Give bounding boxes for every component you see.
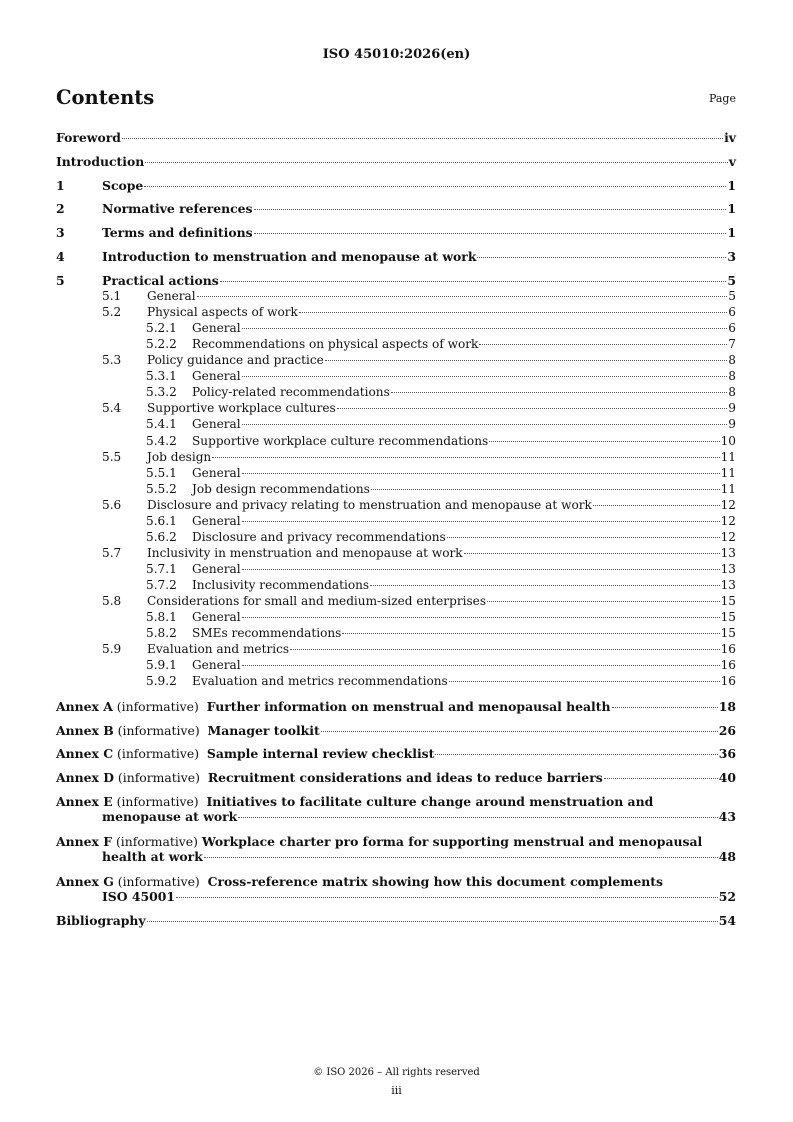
toc-title: Disclosure and privacy relating to menstruation and menopause at work	[147, 497, 592, 512]
toc-page: 11	[720, 449, 736, 464]
toc-page: 11	[720, 481, 736, 496]
toc-page: 1	[727, 201, 736, 216]
toc-title: General	[192, 561, 241, 576]
toc-annex-g[interactable]	[56, 874, 736, 904]
toc-subentry[interactable]	[56, 642, 736, 657]
toc-title: General	[192, 417, 241, 432]
toc-subentry[interactable]	[56, 594, 736, 609]
toc-entry-practical-actions[interactable]	[56, 273, 736, 288]
dot-leader	[212, 457, 719, 458]
toc-subentry[interactable]	[56, 450, 736, 465]
dot-leader	[325, 360, 728, 361]
toc-number: 5	[56, 273, 65, 288]
toc-number: 5.8	[102, 594, 122, 608]
document-id-header: ISO 45010:2026(en)	[322, 47, 471, 62]
dot-leader	[479, 344, 727, 345]
copyright-notice: © ISO 2026 – All rights reserved	[313, 1067, 480, 1078]
toc-title: Evaluation and metrics	[147, 642, 290, 657]
dot-leader	[242, 569, 720, 570]
toc-page: 54	[718, 913, 736, 928]
toc-subentry[interactable]	[56, 482, 736, 497]
toc-page: 16	[720, 674, 736, 689]
toc-title: General	[147, 289, 196, 303]
dot-leader	[290, 649, 720, 650]
toc-title: Policy guidance and practice	[147, 353, 324, 368]
annex-label: Annex D	[56, 770, 114, 785]
dot-leader	[242, 376, 728, 377]
toc-number: 5.2.1	[146, 321, 177, 336]
toc-subentry[interactable]	[56, 546, 736, 561]
toc-annex-a[interactable]	[56, 699, 736, 714]
toc-annex-e[interactable]	[56, 794, 736, 824]
toc-number: 5.7	[102, 545, 122, 560]
toc-page: 43	[718, 809, 736, 824]
annex-title-line2: ISO 45001	[102, 889, 175, 904]
toc-title: Disclosure and privacy recommendations	[192, 529, 446, 544]
dot-leader	[464, 553, 720, 554]
dot-leader	[238, 817, 717, 818]
toc-page: 16	[720, 658, 736, 673]
toc-title: Physical aspects of work	[147, 305, 298, 320]
toc-number: 5.5.2	[146, 481, 177, 496]
toc-page: 16	[720, 642, 736, 657]
dot-leader	[220, 281, 727, 282]
toc-title: Inclusivity in menstruation and menopause at work	[147, 545, 463, 560]
toc-title: Job design	[147, 449, 212, 464]
toc-page: 15	[720, 594, 736, 608]
toc-number: 5.4.1	[146, 417, 177, 432]
toc-subentry[interactable]	[56, 353, 736, 368]
toc-title: General	[192, 658, 241, 673]
toc-subentry[interactable]	[56, 498, 736, 513]
toc-number: 5.9.2	[146, 674, 177, 689]
toc-subentry[interactable]	[56, 626, 736, 641]
toc-number: 5.5	[102, 449, 122, 464]
dot-leader	[321, 731, 718, 732]
toc-number: 5.6	[102, 497, 122, 512]
annex-title: Further information on menstrual and menopausal health	[206, 699, 611, 714]
toc-page: 8	[728, 385, 736, 400]
toc-entry-introduction[interactable]	[56, 154, 736, 169]
toc-page: 18	[718, 699, 736, 714]
dot-leader	[604, 778, 718, 779]
toc-page: 9	[728, 417, 736, 432]
toc-subentry[interactable]	[56, 530, 736, 545]
annex-title: Manager toolkit	[207, 723, 320, 738]
toc-entry-introduction-to-menstruation[interactable]	[56, 249, 736, 264]
toc-number: 1	[56, 178, 65, 193]
toc-page: 12	[720, 529, 736, 544]
toc-subentry[interactable]	[56, 434, 736, 449]
toc-page: 11	[720, 465, 736, 480]
toc-number: 5.4.2	[146, 433, 177, 448]
dot-leader	[337, 408, 728, 409]
toc-page: 13	[720, 577, 736, 592]
toc-number: 5.4	[102, 401, 122, 416]
dot-leader	[204, 857, 718, 858]
toc-page: 8	[728, 353, 736, 368]
contents-heading: Contents	[56, 86, 155, 109]
dot-leader	[145, 162, 728, 163]
dot-leader	[299, 312, 727, 313]
toc-page: 7	[728, 337, 736, 352]
dot-leader	[254, 233, 727, 234]
toc-title: General	[192, 369, 241, 384]
toc-subentry[interactable]	[56, 305, 736, 320]
toc-title: SMEs recommendations	[192, 626, 342, 640]
toc-number: 4	[56, 249, 65, 264]
toc-title: General	[192, 610, 241, 624]
annex-label: Annex C	[56, 746, 114, 761]
dot-leader	[144, 186, 726, 187]
dot-leader	[242, 665, 720, 666]
toc-subentry[interactable]	[56, 562, 736, 577]
toc-subentry[interactable]	[56, 514, 736, 529]
toc-subentry[interactable]	[56, 658, 736, 673]
toc-title: Inclusivity recommendations	[192, 577, 370, 592]
toc-title: Introduction	[56, 154, 145, 169]
dot-leader	[122, 138, 723, 139]
annex-title-line1: Cross-reference matrix showing how this document complements	[207, 874, 663, 889]
toc-number: 5.6.1	[146, 513, 177, 528]
toc-page: 13	[720, 545, 736, 560]
toc-number: 5.6.2	[146, 529, 177, 544]
toc-title: Bibliography	[56, 913, 146, 928]
toc-number: 5.8.2	[146, 626, 177, 640]
toc-page: 6	[728, 321, 736, 336]
annex-kind: (informative)	[116, 794, 199, 809]
page-number: iii	[391, 1084, 402, 1097]
annex-label: Annex E	[56, 794, 113, 809]
toc-page: 12	[720, 497, 736, 512]
toc-annex-d[interactable]	[56, 770, 736, 785]
toc-page: 1	[727, 225, 736, 240]
dot-leader	[449, 681, 720, 682]
toc-subentry[interactable]	[56, 578, 736, 593]
toc-page: 8	[728, 369, 736, 384]
dot-leader	[342, 633, 719, 634]
toc-title: Job design recommendations	[192, 481, 370, 496]
annex-title-line2: health at work	[102, 849, 203, 864]
annex-title-line2: menopause at work	[102, 809, 238, 824]
annex-label: Annex G	[56, 874, 114, 889]
toc-title: Considerations for small and medium-sized enterprises	[147, 594, 487, 608]
dot-leader	[254, 209, 727, 210]
toc-number: 5.8.1	[146, 610, 177, 624]
toc-number: 5.7.2	[146, 577, 177, 592]
toc-page: 52	[718, 889, 736, 904]
toc-page: 40	[718, 770, 736, 785]
annex-label: Annex A	[56, 699, 113, 714]
dot-leader	[242, 521, 720, 522]
toc-number: 5.9	[102, 642, 122, 657]
toc-entry-foreword[interactable]	[56, 130, 736, 145]
toc-page: 5	[728, 289, 736, 303]
toc-subentry[interactable]	[56, 417, 736, 432]
toc-annex-b[interactable]	[56, 723, 736, 738]
toc-number: 5.2.2	[146, 337, 177, 352]
dot-leader	[242, 473, 720, 474]
annex-title-line1: Initiatives to facilitate culture change around menstruation and	[206, 794, 654, 809]
toc-title: General	[192, 465, 241, 480]
toc-page: 5	[727, 273, 736, 288]
toc-page: 12	[720, 513, 736, 528]
toc-title: Policy-related recommendations	[192, 385, 390, 400]
toc-title: Terms and definitions	[102, 225, 253, 240]
dot-leader	[197, 296, 728, 297]
toc-entry-bibliography[interactable]	[56, 913, 736, 928]
toc-page: v	[728, 154, 736, 169]
toc-entry-scope[interactable]	[56, 178, 736, 193]
annex-kind: (informative)	[116, 699, 199, 714]
toc-subentry[interactable]	[56, 321, 736, 336]
dot-leader	[477, 257, 726, 258]
toc-title: Evaluation and metrics recommendations	[192, 674, 448, 689]
dot-leader	[487, 601, 720, 602]
toc-page: 10	[720, 433, 736, 448]
toc-title: Supportive workplace culture recommendations	[192, 433, 489, 448]
annex-kind: (informative)	[117, 770, 200, 785]
toc-number: 5.1	[102, 289, 122, 303]
toc-page: 1	[727, 178, 736, 193]
toc-number: 2	[56, 201, 65, 216]
annex-kind: (informative)	[117, 874, 200, 889]
toc-subentry[interactable]	[56, 466, 736, 481]
dot-leader	[435, 754, 717, 755]
dot-leader	[147, 921, 718, 922]
toc-number: 5.3.2	[146, 385, 177, 400]
dot-leader	[371, 489, 720, 490]
toc-title: Foreword	[56, 130, 121, 145]
toc-entry-terms-and-definitions[interactable]	[56, 225, 736, 240]
toc-title: Recommendations on physical aspects of work	[192, 337, 479, 352]
toc-number: 5.3.1	[146, 369, 177, 384]
toc-title: Introduction to menstruation and menopause at work	[102, 249, 477, 264]
toc-number: 5.2	[102, 305, 122, 320]
toc-title: Scope	[102, 178, 144, 193]
toc-subentry[interactable]	[56, 337, 736, 352]
dot-leader	[242, 424, 728, 425]
toc-title: General	[192, 321, 241, 336]
annex-title: Sample internal review checklist	[206, 746, 435, 761]
page-column-label: Page	[708, 92, 736, 105]
annex-kind: (informative)	[117, 746, 200, 761]
toc-title: Practical actions	[102, 273, 219, 288]
toc-annex-f[interactable]	[56, 834, 736, 864]
toc-subentry[interactable]	[56, 369, 736, 384]
toc-page: 15	[720, 626, 736, 640]
dot-leader	[593, 505, 720, 506]
annex-label: Annex B	[56, 723, 114, 738]
dot-leader	[242, 617, 720, 618]
toc-page: 6	[728, 305, 736, 320]
toc-page: iv	[724, 130, 736, 145]
toc-page: 13	[720, 561, 736, 576]
toc-number: 3	[56, 225, 65, 240]
dot-leader	[176, 897, 718, 898]
dot-leader	[391, 392, 727, 393]
dot-leader	[447, 537, 720, 538]
toc-page: 3	[727, 249, 736, 264]
toc-entry-normative-references[interactable]	[56, 201, 736, 216]
toc-subentry[interactable]	[56, 610, 736, 625]
toc-annex-c[interactable]	[56, 746, 736, 761]
toc-title: General	[192, 513, 241, 528]
toc-number: 5.7.1	[146, 561, 177, 576]
annex-title: Recruitment considerations and ideas to reduce barriers	[207, 770, 603, 785]
toc-subentry[interactable]	[56, 289, 736, 304]
annex-kind: (informative)	[117, 723, 200, 738]
toc-subentry[interactable]	[56, 385, 736, 400]
dot-leader	[612, 707, 718, 708]
toc-page: 48	[718, 849, 736, 864]
toc-number: 5.3	[102, 353, 122, 368]
toc-title: Normative references	[102, 201, 253, 216]
annex-label: Annex F	[56, 834, 113, 849]
toc-page: 36	[718, 746, 736, 761]
toc-page: 15	[720, 610, 736, 624]
dot-leader	[489, 441, 719, 442]
toc-number: 5.5.1	[146, 465, 177, 480]
toc-title: Supportive workplace cultures	[147, 401, 336, 416]
toc-subentry[interactable]	[56, 674, 736, 689]
toc-page: 26	[718, 723, 736, 738]
dot-leader	[242, 328, 728, 329]
dot-leader	[370, 585, 719, 586]
annex-title-line1: Workplace charter pro forma for supporting menstrual and menopausal	[201, 834, 703, 849]
toc-page: 9	[728, 401, 736, 416]
toc-number: 5.9.1	[146, 658, 177, 673]
toc-subentry[interactable]	[56, 401, 736, 416]
annex-kind: (informative)	[115, 834, 198, 849]
